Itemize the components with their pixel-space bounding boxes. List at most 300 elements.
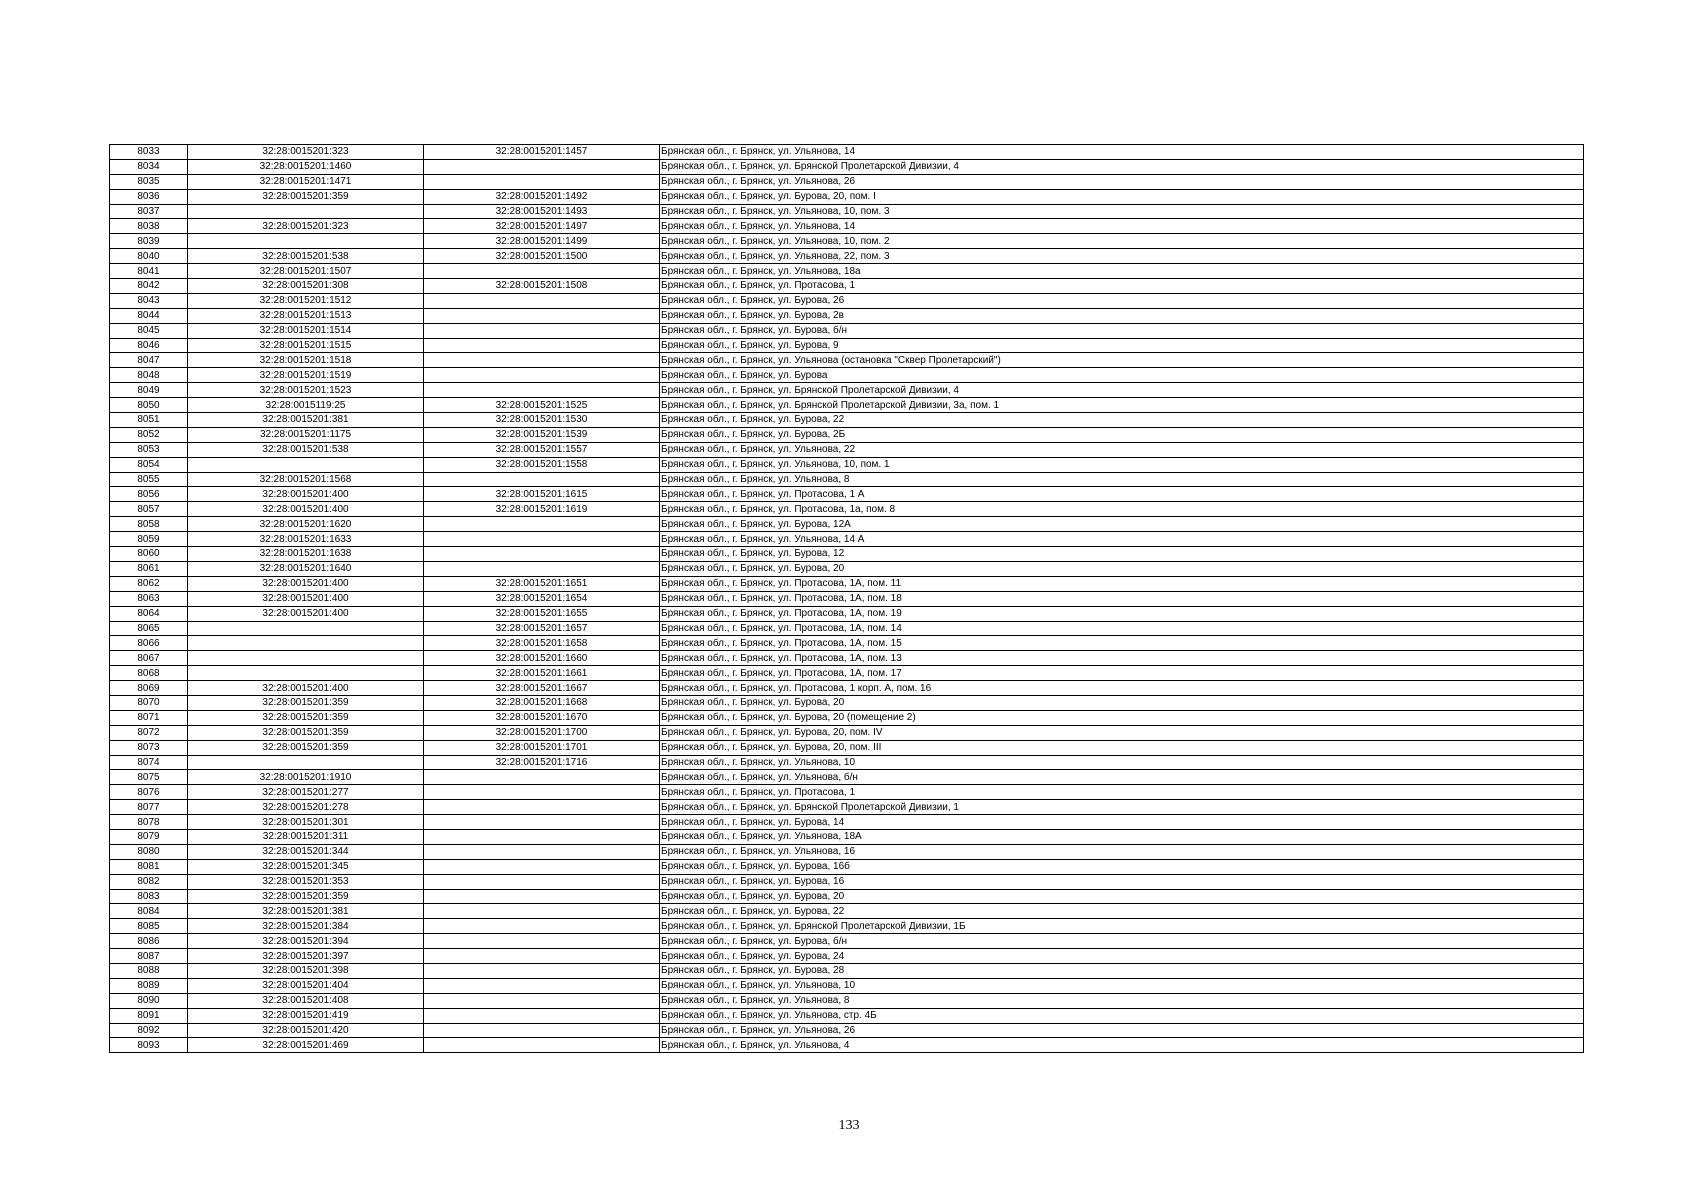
land-cadastral-number-cell: 32:28:0015201:400 bbox=[188, 681, 424, 696]
row-number-cell: 8037 bbox=[110, 204, 188, 219]
table-row bbox=[110, 770, 1584, 785]
address-cell: Брянская обл., г. Брянск, ул. Ульянова, 14 А bbox=[660, 532, 1584, 547]
address-cell: Брянская обл., г. Брянск, ул. Бурова, 20 bbox=[660, 561, 1584, 576]
row-number-cell: 8044 bbox=[110, 308, 188, 323]
table-row bbox=[110, 502, 1584, 517]
table-row bbox=[110, 1008, 1584, 1023]
object-cadastral-number-cell: 32:28:0015201:1668 bbox=[424, 695, 660, 710]
land-cadastral-number-cell: 32:28:0015201:1523 bbox=[188, 383, 424, 398]
land-cadastral-number-cell bbox=[188, 457, 424, 472]
land-cadastral-number-cell: 32:28:0015201:323 bbox=[188, 219, 424, 234]
row-number-cell: 8056 bbox=[110, 487, 188, 502]
land-cadastral-number-cell: 32:28:0015201:469 bbox=[188, 1038, 424, 1053]
table-row bbox=[110, 874, 1584, 889]
row-number-cell: 8077 bbox=[110, 800, 188, 815]
address-cell: Брянская обл., г. Брянск, ул. Брянской Пролетарской Дивизии, 1 bbox=[660, 800, 1584, 815]
registry-table bbox=[109, 144, 1584, 1053]
land-cadastral-number-cell: 32:28:0015201:538 bbox=[188, 442, 424, 457]
land-cadastral-number-cell: 32:28:0015201:359 bbox=[188, 695, 424, 710]
table-row bbox=[110, 651, 1584, 666]
land-cadastral-number-cell: 32:28:0015201:400 bbox=[188, 591, 424, 606]
object-cadastral-number-cell bbox=[424, 800, 660, 815]
row-number-cell: 8090 bbox=[110, 993, 188, 1008]
address-cell: Брянская обл., г. Брянск, ул. Протасова, 1 корп. А, пом. 16 bbox=[660, 681, 1584, 696]
table-row bbox=[110, 1038, 1584, 1053]
address-cell: Брянская обл., г. Брянск, ул. Протасова, 1А, пом. 11 bbox=[660, 576, 1584, 591]
row-number-cell: 8093 bbox=[110, 1038, 188, 1053]
object-cadastral-number-cell bbox=[424, 338, 660, 353]
object-cadastral-number-cell bbox=[424, 1038, 660, 1053]
address-cell: Брянская обл., г. Брянск, ул. Бурова, 9 bbox=[660, 338, 1584, 353]
address-cell: Брянская обл., г. Брянск, ул. Бурова, 22 bbox=[660, 413, 1584, 428]
table-row bbox=[110, 427, 1584, 442]
land-cadastral-number-cell: 32:28:0015201:323 bbox=[188, 145, 424, 160]
land-cadastral-number-cell bbox=[188, 666, 424, 681]
address-cell: Брянская обл., г. Брянск, ул. Бурова, б/н bbox=[660, 323, 1584, 338]
address-cell: Брянская обл., г. Брянск, ул. Протасова, 1А, пом. 17 bbox=[660, 666, 1584, 681]
object-cadastral-number-cell bbox=[424, 517, 660, 532]
land-cadastral-number-cell bbox=[188, 621, 424, 636]
table-row bbox=[110, 204, 1584, 219]
row-number-cell: 8062 bbox=[110, 576, 188, 591]
table-row bbox=[110, 755, 1584, 770]
land-cadastral-number-cell: 32:28:0015201:1471 bbox=[188, 174, 424, 189]
row-number-cell: 8064 bbox=[110, 606, 188, 621]
address-cell: Брянская обл., г. Брянск, ул. Бурова, 20 (помещение 2) bbox=[660, 710, 1584, 725]
land-cadastral-number-cell: 32:28:0015201:1515 bbox=[188, 338, 424, 353]
address-cell: Брянская обл., г. Брянск, ул. Бурова bbox=[660, 368, 1584, 383]
table-row bbox=[110, 740, 1584, 755]
object-cadastral-number-cell: 32:28:0015201:1497 bbox=[424, 219, 660, 234]
object-cadastral-number-cell bbox=[424, 829, 660, 844]
object-cadastral-number-cell: 32:28:0015201:1655 bbox=[424, 606, 660, 621]
table-row bbox=[110, 993, 1584, 1008]
table-row bbox=[110, 829, 1584, 844]
address-cell: Брянская обл., г. Брянск, ул. Протасова, 1 bbox=[660, 279, 1584, 294]
row-number-cell: 8092 bbox=[110, 1023, 188, 1038]
table-row bbox=[110, 859, 1584, 874]
row-number-cell: 8068 bbox=[110, 666, 188, 681]
land-cadastral-number-cell: 32:28:0015201:359 bbox=[188, 740, 424, 755]
row-number-cell: 8067 bbox=[110, 651, 188, 666]
table-row bbox=[110, 963, 1584, 978]
row-number-cell: 8048 bbox=[110, 368, 188, 383]
land-cadastral-number-cell: 32:28:0015201:420 bbox=[188, 1023, 424, 1038]
row-number-cell: 8086 bbox=[110, 934, 188, 949]
land-cadastral-number-cell: 32:28:0015119:25 bbox=[188, 398, 424, 413]
row-number-cell: 8065 bbox=[110, 621, 188, 636]
address-cell: Брянская обл., г. Брянск, ул. Протасова, 1А, пом. 13 bbox=[660, 651, 1584, 666]
table-row bbox=[110, 487, 1584, 502]
object-cadastral-number-cell bbox=[424, 368, 660, 383]
object-cadastral-number-cell: 32:28:0015201:1457 bbox=[424, 145, 660, 160]
address-cell: Брянская обл., г. Брянск, ул. Ульянова, 18а bbox=[660, 264, 1584, 279]
table-row bbox=[110, 547, 1584, 562]
object-cadastral-number-cell: 32:28:0015201:1667 bbox=[424, 681, 660, 696]
object-cadastral-number-cell bbox=[424, 978, 660, 993]
row-number-cell: 8033 bbox=[110, 145, 188, 160]
object-cadastral-number-cell: 32:28:0015201:1619 bbox=[424, 502, 660, 517]
address-cell: Брянская обл., г. Брянск, ул. Бурова, 24 bbox=[660, 949, 1584, 964]
object-cadastral-number-cell bbox=[424, 844, 660, 859]
address-cell: Брянская обл., г. Брянск, ул. Протасова, 1А, пом. 15 bbox=[660, 636, 1584, 651]
table-row bbox=[110, 934, 1584, 949]
object-cadastral-number-cell bbox=[424, 293, 660, 308]
row-number-cell: 8049 bbox=[110, 383, 188, 398]
table-row bbox=[110, 368, 1584, 383]
object-cadastral-number-cell bbox=[424, 323, 660, 338]
object-cadastral-number-cell bbox=[424, 174, 660, 189]
row-number-cell: 8053 bbox=[110, 442, 188, 457]
table-row bbox=[110, 457, 1584, 472]
address-cell: Брянская обл., г. Брянск, ул. Протасова, 1 bbox=[660, 785, 1584, 800]
address-cell: Брянская обл., г. Брянск, ул. Ульянова, 18А bbox=[660, 829, 1584, 844]
object-cadastral-number-cell bbox=[424, 874, 660, 889]
table-row bbox=[110, 189, 1584, 204]
row-number-cell: 8047 bbox=[110, 353, 188, 368]
object-cadastral-number-cell: 32:28:0015201:1700 bbox=[424, 725, 660, 740]
table-row bbox=[110, 517, 1584, 532]
object-cadastral-number-cell bbox=[424, 785, 660, 800]
table-row bbox=[110, 725, 1584, 740]
land-cadastral-number-cell: 32:28:0015201:359 bbox=[188, 710, 424, 725]
object-cadastral-number-cell bbox=[424, 532, 660, 547]
table-row bbox=[110, 561, 1584, 576]
row-number-cell: 8084 bbox=[110, 904, 188, 919]
row-number-cell: 8078 bbox=[110, 815, 188, 830]
land-cadastral-number-cell: 32:28:0015201:1638 bbox=[188, 547, 424, 562]
table-row bbox=[110, 815, 1584, 830]
land-cadastral-number-cell: 32:28:0015201:359 bbox=[188, 189, 424, 204]
land-cadastral-number-cell: 32:28:0015201:419 bbox=[188, 1008, 424, 1023]
table-row bbox=[110, 442, 1584, 457]
land-cadastral-number-cell: 32:28:0015201:408 bbox=[188, 993, 424, 1008]
address-cell: Брянская обл., г. Брянск, ул. Ульянова, 10, пом. 1 bbox=[660, 457, 1584, 472]
address-cell: Брянская обл., г. Брянск, ул. Ульянова, 26 bbox=[660, 174, 1584, 189]
table-row bbox=[110, 621, 1584, 636]
land-cadastral-number-cell: 32:28:0015201:1518 bbox=[188, 353, 424, 368]
land-cadastral-number-cell bbox=[188, 636, 424, 651]
address-cell: Брянская обл., г. Брянск, ул. Бурова, 20, пом. III bbox=[660, 740, 1584, 755]
row-number-cell: 8055 bbox=[110, 472, 188, 487]
table-row bbox=[110, 398, 1584, 413]
object-cadastral-number-cell bbox=[424, 815, 660, 830]
table-row bbox=[110, 889, 1584, 904]
object-cadastral-number-cell: 32:28:0015201:1654 bbox=[424, 591, 660, 606]
land-cadastral-number-cell: 32:28:0015201:400 bbox=[188, 606, 424, 621]
row-number-cell: 8081 bbox=[110, 859, 188, 874]
table-row bbox=[110, 353, 1584, 368]
object-cadastral-number-cell bbox=[424, 383, 660, 398]
land-cadastral-number-cell: 32:28:0015201:400 bbox=[188, 576, 424, 591]
land-cadastral-number-cell: 32:28:0015201:359 bbox=[188, 725, 424, 740]
table-row bbox=[110, 919, 1584, 934]
table-row bbox=[110, 323, 1584, 338]
table-row bbox=[110, 1023, 1584, 1038]
object-cadastral-number-cell: 32:28:0015201:1658 bbox=[424, 636, 660, 651]
row-number-cell: 8091 bbox=[110, 1008, 188, 1023]
row-number-cell: 8043 bbox=[110, 293, 188, 308]
object-cadastral-number-cell: 32:28:0015201:1651 bbox=[424, 576, 660, 591]
object-cadastral-number-cell bbox=[424, 993, 660, 1008]
row-number-cell: 8035 bbox=[110, 174, 188, 189]
land-cadastral-number-cell: 32:28:0015201:301 bbox=[188, 815, 424, 830]
object-cadastral-number-cell: 32:28:0015201:1701 bbox=[424, 740, 660, 755]
object-cadastral-number-cell: 32:28:0015201:1530 bbox=[424, 413, 660, 428]
object-cadastral-number-cell bbox=[424, 561, 660, 576]
address-cell: Брянская обл., г. Брянск, ул. Ульянова, 22, пом. 3 bbox=[660, 249, 1584, 264]
table-row bbox=[110, 174, 1584, 189]
row-number-cell: 8074 bbox=[110, 755, 188, 770]
address-cell: Брянская обл., г. Брянск, ул. Бурова, 26 bbox=[660, 293, 1584, 308]
address-cell: Брянская обл., г. Брянск, ул. Бурова, 2Б bbox=[660, 427, 1584, 442]
row-number-cell: 8034 bbox=[110, 159, 188, 174]
row-number-cell: 8076 bbox=[110, 785, 188, 800]
table-row bbox=[110, 338, 1584, 353]
object-cadastral-number-cell bbox=[424, 1023, 660, 1038]
object-cadastral-number-cell bbox=[424, 889, 660, 904]
table-row bbox=[110, 383, 1584, 398]
object-cadastral-number-cell bbox=[424, 859, 660, 874]
address-cell: Брянская обл., г. Брянск, ул. Ульянова, стр. 4Б bbox=[660, 1008, 1584, 1023]
address-cell: Брянская обл., г. Брянск, ул. Ульянова, 14 bbox=[660, 219, 1584, 234]
registry-table-body bbox=[110, 145, 1584, 1053]
object-cadastral-number-cell: 32:28:0015201:1558 bbox=[424, 457, 660, 472]
table-row bbox=[110, 636, 1584, 651]
address-cell: Брянская обл., г. Брянск, ул. Протасова, 1 А bbox=[660, 487, 1584, 502]
land-cadastral-number-cell: 32:28:0015201:538 bbox=[188, 249, 424, 264]
row-number-cell: 8072 bbox=[110, 725, 188, 740]
row-number-cell: 8046 bbox=[110, 338, 188, 353]
land-cadastral-number-cell bbox=[188, 651, 424, 666]
address-cell: Брянская обл., г. Брянск, ул. Ульянова, 14 bbox=[660, 145, 1584, 160]
address-cell: Брянская обл., г. Брянск, ул. Ульянова, 10 bbox=[660, 978, 1584, 993]
land-cadastral-number-cell: 32:28:0015201:359 bbox=[188, 889, 424, 904]
row-number-cell: 8045 bbox=[110, 323, 188, 338]
object-cadastral-number-cell: 32:28:0015201:1661 bbox=[424, 666, 660, 681]
table-row bbox=[110, 279, 1584, 294]
address-cell: Брянская обл., г. Брянск, ул. Брянской Пролетарской Дивизии, 4 bbox=[660, 159, 1584, 174]
row-number-cell: 8075 bbox=[110, 770, 188, 785]
land-cadastral-number-cell: 32:28:0015201:277 bbox=[188, 785, 424, 800]
table-row bbox=[110, 666, 1584, 681]
row-number-cell: 8036 bbox=[110, 189, 188, 204]
object-cadastral-number-cell bbox=[424, 904, 660, 919]
table-row bbox=[110, 606, 1584, 621]
row-number-cell: 8039 bbox=[110, 234, 188, 249]
table-row bbox=[110, 710, 1584, 725]
row-number-cell: 8085 bbox=[110, 919, 188, 934]
object-cadastral-number-cell: 32:28:0015201:1716 bbox=[424, 755, 660, 770]
address-cell: Брянская обл., г. Брянск, ул. Бурова, 22 bbox=[660, 904, 1584, 919]
address-cell: Брянская обл., г. Брянск, ул. Брянской Пролетарской Дивизии, 3а, пом. 1 bbox=[660, 398, 1584, 413]
address-cell: Брянская обл., г. Брянск, ул. Брянской Пролетарской Дивизии, 4 bbox=[660, 383, 1584, 398]
land-cadastral-number-cell bbox=[188, 204, 424, 219]
table-row bbox=[110, 681, 1584, 696]
land-cadastral-number-cell: 32:28:0015201:278 bbox=[188, 800, 424, 815]
object-cadastral-number-cell: 32:28:0015201:1615 bbox=[424, 487, 660, 502]
address-cell: Брянская обл., г. Брянск, ул. Ульянова, 8 bbox=[660, 472, 1584, 487]
address-cell: Брянская обл., г. Брянск, ул. Ульянова, 10, пом. 3 bbox=[660, 204, 1584, 219]
object-cadastral-number-cell bbox=[424, 919, 660, 934]
table-row bbox=[110, 978, 1584, 993]
row-number-cell: 8061 bbox=[110, 561, 188, 576]
table-row bbox=[110, 249, 1584, 264]
row-number-cell: 8058 bbox=[110, 517, 188, 532]
row-number-cell: 8051 bbox=[110, 413, 188, 428]
land-cadastral-number-cell: 32:28:0015201:1512 bbox=[188, 293, 424, 308]
object-cadastral-number-cell bbox=[424, 949, 660, 964]
object-cadastral-number-cell: 32:28:0015201:1493 bbox=[424, 204, 660, 219]
table-row bbox=[110, 785, 1584, 800]
address-cell: Брянская обл., г. Брянск, ул. Бурова, 20 bbox=[660, 695, 1584, 710]
table-row bbox=[110, 576, 1584, 591]
address-cell: Брянская обл., г. Брянск, ул. Бурова, 28 bbox=[660, 963, 1584, 978]
row-number-cell: 8059 bbox=[110, 532, 188, 547]
address-cell: Брянская обл., г. Брянск, ул. Ульянова, б/н bbox=[660, 770, 1584, 785]
row-number-cell: 8060 bbox=[110, 547, 188, 562]
land-cadastral-number-cell: 32:28:0015201:1513 bbox=[188, 308, 424, 323]
table-row bbox=[110, 904, 1584, 919]
land-cadastral-number-cell: 32:28:0015201:1910 bbox=[188, 770, 424, 785]
row-number-cell: 8069 bbox=[110, 681, 188, 696]
row-number-cell: 8041 bbox=[110, 264, 188, 279]
address-cell: Брянская обл., г. Брянск, ул. Ульянова, 10, пом. 2 bbox=[660, 234, 1584, 249]
object-cadastral-number-cell bbox=[424, 963, 660, 978]
object-cadastral-number-cell: 32:28:0015201:1557 bbox=[424, 442, 660, 457]
address-cell: Брянская обл., г. Брянск, ул. Ульянова, 26 bbox=[660, 1023, 1584, 1038]
row-number-cell: 8087 bbox=[110, 949, 188, 964]
land-cadastral-number-cell: 32:28:0015201:345 bbox=[188, 859, 424, 874]
land-cadastral-number-cell: 32:28:0015201:400 bbox=[188, 502, 424, 517]
object-cadastral-number-cell: 32:28:0015201:1492 bbox=[424, 189, 660, 204]
table-row bbox=[110, 234, 1584, 249]
address-cell: Брянская обл., г. Брянск, ул. Бурова, 20, пом. IV bbox=[660, 725, 1584, 740]
row-number-cell: 8040 bbox=[110, 249, 188, 264]
table-row bbox=[110, 264, 1584, 279]
object-cadastral-number-cell: 32:28:0015201:1670 bbox=[424, 710, 660, 725]
table-row bbox=[110, 949, 1584, 964]
object-cadastral-number-cell bbox=[424, 1008, 660, 1023]
address-cell: Брянская обл., г. Брянск, ул. Бурова, б/н bbox=[660, 934, 1584, 949]
object-cadastral-number-cell bbox=[424, 264, 660, 279]
land-cadastral-number-cell: 32:28:0015201:353 bbox=[188, 874, 424, 889]
address-cell: Брянская обл., г. Брянск, ул. Ульянова, 10 bbox=[660, 755, 1584, 770]
address-cell: Брянская обл., г. Брянск, ул. Протасова, 1а, пом. 8 bbox=[660, 502, 1584, 517]
object-cadastral-number-cell bbox=[424, 472, 660, 487]
table-row bbox=[110, 413, 1584, 428]
address-cell: Брянская обл., г. Брянск, ул. Ульянова, 22 bbox=[660, 442, 1584, 457]
row-number-cell: 8070 bbox=[110, 695, 188, 710]
table-row bbox=[110, 591, 1584, 606]
land-cadastral-number-cell: 32:28:0015201:311 bbox=[188, 829, 424, 844]
row-number-cell: 8083 bbox=[110, 889, 188, 904]
land-cadastral-number-cell: 32:28:0015201:344 bbox=[188, 844, 424, 859]
page-number: 133 bbox=[838, 1118, 860, 1133]
address-cell: Брянская обл., г. Брянск, ул. Ульянова, 8 bbox=[660, 993, 1584, 1008]
land-cadastral-number-cell: 32:28:0015201:1460 bbox=[188, 159, 424, 174]
land-cadastral-number-cell: 32:28:0015201:1519 bbox=[188, 368, 424, 383]
row-number-cell: 8080 bbox=[110, 844, 188, 859]
address-cell: Брянская обл., г. Брянск, ул. Ульянова, 16 bbox=[660, 844, 1584, 859]
table-row bbox=[110, 293, 1584, 308]
row-number-cell: 8038 bbox=[110, 219, 188, 234]
row-number-cell: 8057 bbox=[110, 502, 188, 517]
land-cadastral-number-cell: 32:28:0015201:1620 bbox=[188, 517, 424, 532]
row-number-cell: 8063 bbox=[110, 591, 188, 606]
land-cadastral-number-cell bbox=[188, 755, 424, 770]
object-cadastral-number-cell: 32:28:0015201:1499 bbox=[424, 234, 660, 249]
object-cadastral-number-cell bbox=[424, 353, 660, 368]
land-cadastral-number-cell: 32:28:0015201:404 bbox=[188, 978, 424, 993]
object-cadastral-number-cell bbox=[424, 770, 660, 785]
address-cell: Брянская обл., г. Брянск, ул. Бурова, 16 bbox=[660, 874, 1584, 889]
object-cadastral-number-cell bbox=[424, 934, 660, 949]
address-cell: Брянская обл., г. Брянск, ул. Бурова, 12 bbox=[660, 547, 1584, 562]
object-cadastral-number-cell bbox=[424, 159, 660, 174]
row-number-cell: 8079 bbox=[110, 829, 188, 844]
table-row bbox=[110, 472, 1584, 487]
address-cell: Брянская обл., г. Брянск, ул. Протасова, 1А, пом. 19 bbox=[660, 606, 1584, 621]
land-cadastral-number-cell: 32:28:0015201:394 bbox=[188, 934, 424, 949]
object-cadastral-number-cell: 32:28:0015201:1525 bbox=[424, 398, 660, 413]
land-cadastral-number-cell: 32:28:0015201:400 bbox=[188, 487, 424, 502]
object-cadastral-number-cell bbox=[424, 308, 660, 323]
table-row bbox=[110, 695, 1584, 710]
land-cadastral-number-cell: 32:28:0015201:381 bbox=[188, 904, 424, 919]
address-cell: Брянская обл., г. Брянск, ул. Брянской Пролетарской Дивизии, 1Б bbox=[660, 919, 1584, 934]
land-cadastral-number-cell: 32:28:0015201:1633 bbox=[188, 532, 424, 547]
object-cadastral-number-cell: 32:28:0015201:1657 bbox=[424, 621, 660, 636]
address-cell: Брянская обл., г. Брянск, ул. Ульянова (остановка "Сквер Пролетарский") bbox=[660, 353, 1584, 368]
address-cell: Брянская обл., г. Брянск, ул. Бурова, 16б bbox=[660, 859, 1584, 874]
table-row bbox=[110, 800, 1584, 815]
table-row bbox=[110, 145, 1584, 160]
land-cadastral-number-cell: 32:28:0015201:1568 bbox=[188, 472, 424, 487]
table-row bbox=[110, 308, 1584, 323]
land-cadastral-number-cell: 32:28:0015201:1507 bbox=[188, 264, 424, 279]
object-cadastral-number-cell: 32:28:0015201:1660 bbox=[424, 651, 660, 666]
land-cadastral-number-cell: 32:28:0015201:1640 bbox=[188, 561, 424, 576]
land-cadastral-number-cell: 32:28:0015201:1514 bbox=[188, 323, 424, 338]
address-cell: Брянская обл., г. Брянск, ул. Бурова, 14 bbox=[660, 815, 1584, 830]
object-cadastral-number-cell bbox=[424, 547, 660, 562]
row-number-cell: 8066 bbox=[110, 636, 188, 651]
object-cadastral-number-cell: 32:28:0015201:1508 bbox=[424, 279, 660, 294]
object-cadastral-number-cell: 32:28:0015201:1539 bbox=[424, 427, 660, 442]
table-row bbox=[110, 532, 1584, 547]
address-cell: Брянская обл., г. Брянск, ул. Бурова, 20, пом. I bbox=[660, 189, 1584, 204]
land-cadastral-number-cell: 32:28:0015201:308 bbox=[188, 279, 424, 294]
table-row bbox=[110, 844, 1584, 859]
address-cell: Брянская обл., г. Брянск, ул. Бурова, 20 bbox=[660, 889, 1584, 904]
address-cell: Брянская обл., г. Брянск, ул. Протасова, 1А, пом. 14 bbox=[660, 621, 1584, 636]
row-number-cell: 8052 bbox=[110, 427, 188, 442]
row-number-cell: 8082 bbox=[110, 874, 188, 889]
row-number-cell: 8042 bbox=[110, 279, 188, 294]
object-cadastral-number-cell: 32:28:0015201:1500 bbox=[424, 249, 660, 264]
land-cadastral-number-cell: 32:28:0015201:398 bbox=[188, 963, 424, 978]
row-number-cell: 8071 bbox=[110, 710, 188, 725]
table-row bbox=[110, 159, 1584, 174]
land-cadastral-number-cell: 32:28:0015201:1175 bbox=[188, 427, 424, 442]
address-cell: Брянская обл., г. Брянск, ул. Бурова, 12А bbox=[660, 517, 1584, 532]
land-cadastral-number-cell bbox=[188, 234, 424, 249]
address-cell: Брянская обл., г. Брянск, ул. Протасова, 1А, пом. 18 bbox=[660, 591, 1584, 606]
row-number-cell: 8054 bbox=[110, 457, 188, 472]
row-number-cell: 8088 bbox=[110, 963, 188, 978]
address-cell: Брянская обл., г. Брянск, ул. Ульянова, 4 bbox=[660, 1038, 1584, 1053]
